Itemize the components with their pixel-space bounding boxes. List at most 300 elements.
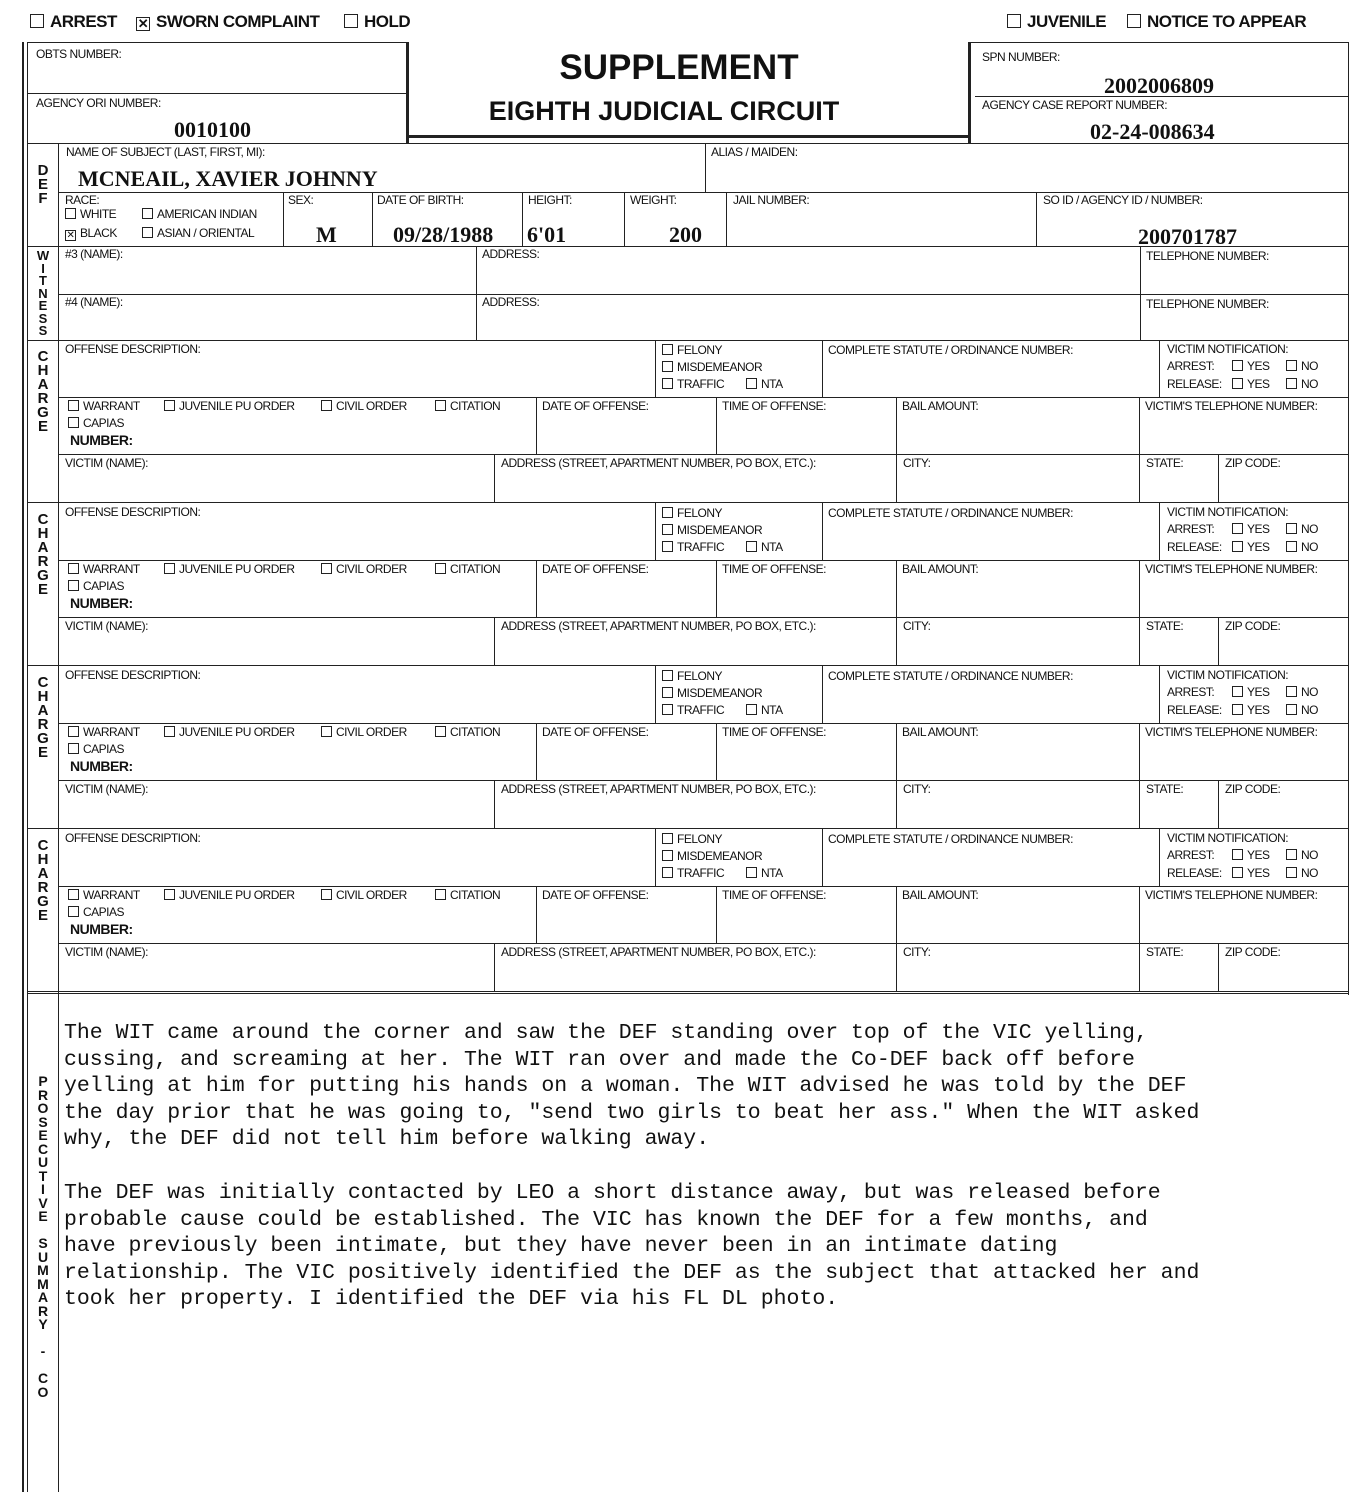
capias-checkbox[interactable] [68, 417, 124, 430]
divider [283, 192, 284, 246]
warrant-checkbox[interactable] [68, 563, 140, 576]
release-notification-label: RELEASE: [1167, 866, 1222, 880]
release-yes-checkbox[interactable] [1232, 541, 1270, 554]
rule-line [716, 397, 717, 454]
checkbox-label: YES [1247, 359, 1270, 373]
right-border [1348, 42, 1349, 995]
checkbox-label: YES [1247, 866, 1270, 880]
witness-section-label [35, 250, 51, 338]
rule-line [58, 397, 1349, 398]
checkbox-label: NO [1301, 377, 1318, 391]
checkbox-label: MISDEMEANOR [677, 360, 763, 374]
subject-name-label: NAME OF SUBJECT (LAST, FIRST, MI): [66, 145, 265, 159]
bail-amount-label: BAIL AMOUNT: [902, 562, 979, 576]
statute-label: COMPLETE STATUTE / ORDINANCE NUMBER: [828, 669, 1073, 683]
checkbox-label: CAPIAS [83, 742, 125, 756]
checkbox-icon [1127, 14, 1141, 28]
section-letter: A [37, 1289, 49, 1305]
arrest-no-checkbox[interactable] [1286, 360, 1318, 373]
witness-mid-line [58, 294, 1349, 295]
rule-line [536, 723, 537, 780]
section-letter: C [37, 1140, 49, 1157]
rule-line [27, 502, 1349, 503]
warrant-number-label: NUMBER: [70, 595, 133, 611]
checkbox-label: TRAFFIC [677, 377, 725, 391]
obts-label: OBTS NUMBER: [36, 47, 122, 61]
checkbox-label: WARRANT [83, 888, 140, 902]
height-label: HEIGHT: [528, 193, 572, 207]
section-letter: G [37, 730, 49, 747]
rule-line [896, 397, 897, 454]
state-label: STATE: [1146, 456, 1184, 470]
checkbox-icon [1232, 360, 1243, 371]
narrative-line: took her property. I identified the DEF via his FL DL photo. [64, 1287, 839, 1312]
arrest-no-checkbox[interactable] [1286, 686, 1318, 699]
rule-line [1139, 454, 1140, 502]
narrative-line: cussing, and screaming at her. The WIT ran over and made the Co-DEF back off before [64, 1047, 1135, 1072]
race-american-indian-checkbox[interactable]: AMERICAN INDIAN [142, 208, 257, 221]
release-yes-checkbox[interactable] [1232, 867, 1270, 880]
race-white-checkbox[interactable]: WHITE [65, 208, 116, 221]
rule-line [536, 397, 537, 454]
release-no-checkbox[interactable] [1286, 867, 1318, 880]
citation-checkbox[interactable] [435, 563, 500, 576]
narrative-paragraph-2 [64, 1180, 1199, 1313]
victim-notification-label: VICTIM NOTIFICATION: [1167, 342, 1289, 356]
citation-checkbox[interactable] [435, 400, 500, 413]
checkbox-icon [321, 889, 332, 900]
section-letter: S [38, 310, 48, 326]
rule-line [494, 943, 495, 991]
state-label: STATE: [1146, 945, 1184, 959]
time-of-offense-label: TIME OF OFFENSE: [722, 562, 827, 576]
rule-line [822, 666, 823, 723]
agency-ori-value: 0010100 [174, 117, 251, 142]
section-letter: A [37, 376, 49, 393]
rule-line [1139, 886, 1140, 943]
section-letter: H [37, 688, 49, 705]
spn-value: 2002006809 [1104, 73, 1214, 98]
nta-checkbox[interactable] [746, 541, 783, 554]
time-of-offense-label: TIME OF OFFENSE: [722, 725, 827, 739]
section-letter: C [37, 837, 49, 854]
rule-line [896, 617, 897, 665]
city-label: CITY: [903, 456, 931, 470]
section-letter: E [37, 907, 48, 924]
section-letter: P [38, 1073, 48, 1089]
arrest-no-checkbox[interactable] [1286, 849, 1318, 862]
so-id-value: 200701787 [1138, 224, 1237, 249]
checkbox-icon [1232, 704, 1243, 715]
arrest-yes-checkbox[interactable] [1232, 360, 1270, 373]
victim-telephone-label: VICTIM'S TELEPHONE NUMBER: [1145, 725, 1318, 739]
def-section-label [35, 164, 51, 206]
rule-line [1218, 943, 1219, 991]
checkbox-label: NO [1301, 703, 1318, 717]
checkbox-label: JUVENILE PU ORDER [179, 888, 295, 902]
civil-order-checkbox[interactable] [321, 563, 407, 576]
checkbox-icon [662, 507, 673, 518]
rule-line [1139, 723, 1140, 780]
victim-notification-label: VICTIM NOTIFICATION: [1167, 831, 1289, 845]
checkbox-label: NTA [761, 866, 783, 880]
misdemeanor-checkbox[interactable] [662, 524, 762, 537]
narrative-paragraph-1 [64, 1020, 1199, 1153]
offense-description-label: OFFENSE DESCRIPTION: [65, 342, 201, 356]
checkbox-label: MISDEMEANOR [677, 849, 763, 863]
citation-checkbox[interactable] [435, 726, 500, 739]
citation-checkbox[interactable] [435, 889, 500, 902]
rule-line [1139, 560, 1140, 617]
checkbox-icon [321, 563, 332, 574]
zip-code-label: ZIP CODE: [1225, 945, 1281, 959]
rule-line [655, 666, 656, 723]
section-letter: - [40, 1343, 46, 1359]
left-inner-line [27, 42, 28, 1492]
arrest-yes-checkbox[interactable] [1232, 523, 1270, 536]
checkbox-icon [1286, 704, 1297, 715]
divider [372, 192, 373, 246]
section-letter: S [38, 1113, 48, 1130]
rule-line [896, 780, 897, 828]
checkbox-label: JUVENILE PU ORDER [179, 725, 295, 739]
rule-line [536, 560, 537, 617]
witness-3-address-label: ADDRESS: [482, 247, 540, 261]
section-letter: V [38, 1194, 48, 1211]
dob-value: 09/28/1988 [393, 222, 494, 247]
victim-name-label: VICTIM (NAME): [65, 782, 148, 796]
section-letter: R [37, 1302, 49, 1319]
civil-order-checkbox[interactable] [321, 889, 407, 902]
nta-checkbox[interactable] [746, 867, 783, 880]
section-letter: T [39, 273, 47, 288]
checkbox-icon [662, 833, 673, 844]
case-report-value: 02-24-008634 [1090, 119, 1215, 144]
def-top-line [27, 143, 1349, 144]
checkbox-icon [746, 541, 757, 552]
checkbox-label: CAPIAS [83, 579, 125, 593]
release-notification-label: RELEASE: [1167, 703, 1222, 717]
form-title: SUPPLEMENT [559, 48, 799, 87]
arrest-no-checkbox[interactable] [1286, 523, 1318, 536]
release-no-checkbox[interactable] [1286, 378, 1318, 391]
checkbox-icon [662, 687, 673, 698]
date-of-offense-label: DATE OF OFFENSE: [542, 725, 649, 739]
checkbox-icon [662, 344, 673, 355]
spn-label: SPN NUMBER: [982, 50, 1060, 64]
checkbox-icon [662, 524, 673, 535]
rule-line [655, 340, 656, 397]
checkbox-label: WARRANT [83, 399, 140, 413]
rule-line [655, 829, 656, 886]
rule-line [655, 503, 656, 560]
section-letter: S [38, 1235, 48, 1251]
checkbox-label: YES [1247, 377, 1270, 391]
section-letter: R [37, 1086, 49, 1103]
arrest-notification-label: ARREST: [1167, 685, 1215, 699]
section-letter: E [38, 1127, 48, 1143]
notice-to-appear-checkbox[interactable]: NOTICE TO APPEAR [1127, 12, 1306, 32]
juvenile-pu-order-checkbox[interactable] [164, 889, 295, 902]
warrant-number-label: NUMBER: [70, 921, 133, 937]
release-yes-checkbox[interactable] [1232, 378, 1270, 391]
traffic-checkbox[interactable] [662, 541, 724, 554]
rule-line [1218, 454, 1219, 502]
zip-code-label: ZIP CODE: [1225, 456, 1281, 470]
nta-checkbox[interactable] [746, 378, 783, 391]
section-letter: I [41, 260, 45, 276]
felony-checkbox[interactable] [662, 344, 722, 357]
checkbox-icon [1286, 378, 1297, 389]
checkbox-label: NO [1301, 359, 1318, 373]
capias-checkbox[interactable] [68, 580, 124, 593]
narrative-line: The DEF was initially contacted by LEO a short distance away, but was released before [64, 1181, 1161, 1205]
section-letter: E [38, 298, 48, 313]
checkbox-label: NTA [761, 377, 783, 391]
victim-notification-label: VICTIM NOTIFICATION: [1167, 668, 1289, 682]
misdemeanor-checkbox[interactable] [662, 361, 762, 374]
rule-line [1139, 780, 1140, 828]
traffic-checkbox[interactable] [662, 704, 724, 717]
divider [476, 246, 477, 340]
checkbox-icon [1007, 14, 1021, 28]
divider [624, 192, 625, 246]
section-letter: G [37, 567, 49, 584]
victim-address-label: ADDRESS (STREET, APARTMENT NUMBER, PO BOX, ETC.): [501, 945, 816, 959]
section-letter: G [37, 893, 49, 910]
checkbox-icon [68, 889, 79, 900]
checkbox-icon [321, 400, 332, 411]
checkbox-icon [1286, 686, 1297, 697]
checkbox-label: FELONY [677, 343, 723, 357]
misdemeanor-checkbox[interactable] [662, 850, 762, 863]
checkbox-icon [662, 867, 673, 878]
narrative-line: probable cause could be established. The VIC has known the DEF for a few months, and [64, 1207, 1148, 1232]
divider [726, 192, 727, 246]
checkbox-icon [68, 400, 79, 411]
date-of-offense-label: DATE OF OFFENSE: [542, 399, 649, 413]
section-letter: A [37, 539, 49, 556]
checkbox-label: CIVIL ORDER [336, 562, 407, 576]
rule-line [716, 560, 717, 617]
checkbox-icon [1232, 378, 1243, 389]
victim-telephone-label: VICTIM'S TELEPHONE NUMBER: [1145, 888, 1318, 902]
city-label: CITY: [903, 945, 931, 959]
capias-checkbox[interactable] [68, 906, 124, 919]
section-letter: M [37, 1262, 49, 1278]
rule-line [896, 943, 897, 991]
rule-line [494, 617, 495, 665]
arrest-notification-label: ARREST: [1167, 522, 1215, 536]
section-divider-line [58, 143, 59, 1492]
juvenile-pu-order-checkbox[interactable] [164, 400, 295, 413]
checkbox-icon [30, 14, 44, 28]
checkbox-icon [662, 850, 673, 861]
rule-line [716, 886, 717, 943]
warrant-number-label: NUMBER: [70, 758, 133, 774]
section-letter: R [37, 879, 49, 896]
summary-top-line [27, 993, 1349, 994]
checkbox-icon [164, 726, 175, 737]
checkbox-label: FELONY [677, 506, 723, 520]
felony-checkbox[interactable] [662, 670, 722, 683]
arrest-yes-checkbox[interactable] [1232, 686, 1270, 699]
section-letter: E [37, 418, 48, 435]
release-yes-checkbox[interactable] [1232, 704, 1270, 717]
checkbox-label: MISDEMEANOR [677, 523, 763, 537]
rule-line [494, 780, 495, 828]
checkbox-icon [662, 541, 673, 552]
checkbox-label: YES [1247, 703, 1270, 717]
city-label: CITY: [903, 782, 931, 796]
warrant-checkbox[interactable] [68, 726, 140, 739]
release-no-checkbox[interactable] [1286, 541, 1318, 554]
checkbox-icon [435, 563, 446, 574]
checkbox-label: CITATION [450, 399, 501, 413]
felony-checkbox[interactable] [662, 507, 722, 520]
sworn-complaint-checkbox[interactable]: ✕ SWORN COMPLAINT [137, 12, 320, 31]
checkbox-label: FELONY [677, 669, 723, 683]
zip-code-label: ZIP CODE: [1225, 619, 1281, 633]
weight-value: 200 [669, 222, 702, 247]
arrest-checkbox[interactable]: ARREST [30, 12, 117, 32]
checkbox-label: TRAFFIC [677, 703, 725, 717]
race-asian-checkbox[interactable]: ASIAN / ORIENTAL [142, 227, 254, 240]
checkbox-icon [1286, 541, 1297, 552]
checkbox-label: NTA [761, 703, 783, 717]
checkbox-label: NO [1301, 540, 1318, 554]
time-of-offense-label: TIME OF OFFENSE: [722, 399, 827, 413]
warrant-checkbox[interactable] [68, 889, 140, 902]
header-divider [27, 93, 409, 94]
arrest-yes-checkbox[interactable] [1232, 849, 1270, 862]
rule-line [58, 560, 1349, 561]
checkbox-icon [1286, 523, 1297, 534]
zip-code-label: ZIP CODE: [1225, 782, 1281, 796]
divider [522, 192, 523, 246]
state-label: STATE: [1146, 782, 1184, 796]
narrative-line: the day prior that he was going to, "send two girls to beat her ass." When the WIT asked [64, 1100, 1200, 1125]
release-no-checkbox[interactable] [1286, 704, 1318, 717]
checkbox-icon [746, 704, 757, 715]
section-letter: S [38, 323, 48, 338]
race-black-checkbox[interactable]: ✕ BLACK [66, 226, 117, 241]
narrative-line: The WIT came around the corner and saw the DEF standing over top of the VIC yelling, [64, 1021, 1148, 1045]
height-value: 6'01 [527, 222, 567, 247]
misdemeanor-checkbox[interactable] [662, 687, 762, 700]
section-letter: T [38, 1167, 48, 1184]
victim-name-label: VICTIM (NAME): [65, 945, 148, 959]
narrative-line: have previously been intimate, but they have never been in an intimate dating [64, 1234, 1058, 1259]
felony-checkbox[interactable] [662, 833, 722, 846]
checkbox-label: YES [1247, 540, 1270, 554]
alias-divider [705, 143, 706, 192]
civil-order-checkbox[interactable] [321, 726, 407, 739]
rule-line [1159, 503, 1160, 560]
checkbox-icon [164, 563, 175, 574]
narrative-line: relationship. The VIC positively identified the DEF as the subject that attacked her and [64, 1260, 1200, 1285]
checkbox-label: YES [1247, 848, 1270, 862]
civil-order-checkbox[interactable] [321, 400, 407, 413]
section-letter: D [37, 162, 49, 179]
rule-line [822, 503, 823, 560]
sex-label: SEX: [288, 193, 314, 207]
section-letter: W [36, 248, 50, 263]
def-bottom-line [27, 246, 1349, 247]
section-letter: C [37, 348, 49, 365]
victim-telephone-label: VICTIM'S TELEPHONE NUMBER: [1145, 399, 1318, 413]
rule-line [27, 991, 1349, 992]
rule-line [716, 723, 717, 780]
checkbox-label: MISDEMEANOR [677, 686, 763, 700]
checkbox-icon [142, 227, 153, 238]
nta-checkbox[interactable] [746, 704, 783, 717]
witness-3-name-label: #3 (NAME): [65, 247, 123, 261]
checkbox-icon [1232, 686, 1243, 697]
checkbox-icon [435, 726, 446, 737]
juvenile-pu-order-checkbox[interactable] [164, 726, 295, 739]
charge-section-label [35, 513, 51, 597]
checkbox-label: TRAFFIC [677, 866, 725, 880]
rule-line [1218, 780, 1219, 828]
capias-checkbox[interactable] [68, 743, 124, 756]
section-letter: H [37, 851, 49, 868]
checkbox-label: CITATION [450, 725, 501, 739]
juvenile-pu-order-checkbox[interactable] [164, 563, 295, 576]
narrative-line: yelling at him for putting his hands on a woman. The WIT advised he was told by the DEF [64, 1074, 1187, 1099]
witness-4-telephone-label: TELEPHONE NUMBER: [1146, 297, 1269, 311]
checkbox-icon [662, 361, 673, 372]
race-label: RACE: [65, 193, 100, 207]
rule-line [27, 665, 1349, 666]
arrest-notification-label: ARREST: [1167, 359, 1215, 373]
rule-line [58, 780, 1349, 781]
traffic-checkbox[interactable] [662, 867, 724, 880]
witness-3-telephone-label: TELEPHONE NUMBER: [1146, 249, 1269, 263]
section-letter: H [37, 525, 49, 542]
checkbox-icon [662, 704, 673, 715]
rule-line [1139, 397, 1140, 454]
section-letter: I [41, 1181, 45, 1197]
section-letter: R [37, 716, 49, 733]
rule-line [896, 723, 897, 780]
warrant-checkbox[interactable] [68, 400, 140, 413]
section-letter: O [37, 1100, 49, 1116]
checkbox-icon [1232, 849, 1243, 860]
bail-amount-label: BAIL AMOUNT: [902, 725, 979, 739]
victim-address-label: ADDRESS (STREET, APARTMENT NUMBER, PO BOX, ETC.): [501, 619, 816, 633]
rule-line [1159, 829, 1160, 886]
section-letter: R [37, 390, 49, 407]
juvenile-checkbox[interactable]: JUVENILE [1007, 12, 1106, 32]
section-letter: G [37, 404, 49, 421]
traffic-checkbox[interactable] [662, 378, 724, 391]
release-notification-label: RELEASE: [1167, 377, 1222, 391]
hold-checkbox[interactable]: HOLD [344, 12, 410, 32]
subject-name-value: MCNEAIL, XAVIER JOHNNY [78, 166, 378, 191]
rule-line [1159, 666, 1160, 723]
checkbox-label: NO [1301, 848, 1318, 862]
checkbox-label: CIVIL ORDER [336, 888, 407, 902]
checkbox-icon [68, 580, 79, 591]
victim-address-label: ADDRESS (STREET, APARTMENT NUMBER, PO BOX, ETC.): [501, 456, 816, 470]
section-letter: O [37, 1383, 49, 1400]
date-of-offense-label: DATE OF OFFENSE: [542, 888, 649, 902]
statute-label: COMPLETE STATUTE / ORDINANCE NUMBER: [828, 832, 1073, 846]
checkbox-icon [68, 726, 79, 737]
section-letter: A [37, 865, 49, 882]
offense-description-label: OFFENSE DESCRIPTION: [65, 831, 201, 845]
